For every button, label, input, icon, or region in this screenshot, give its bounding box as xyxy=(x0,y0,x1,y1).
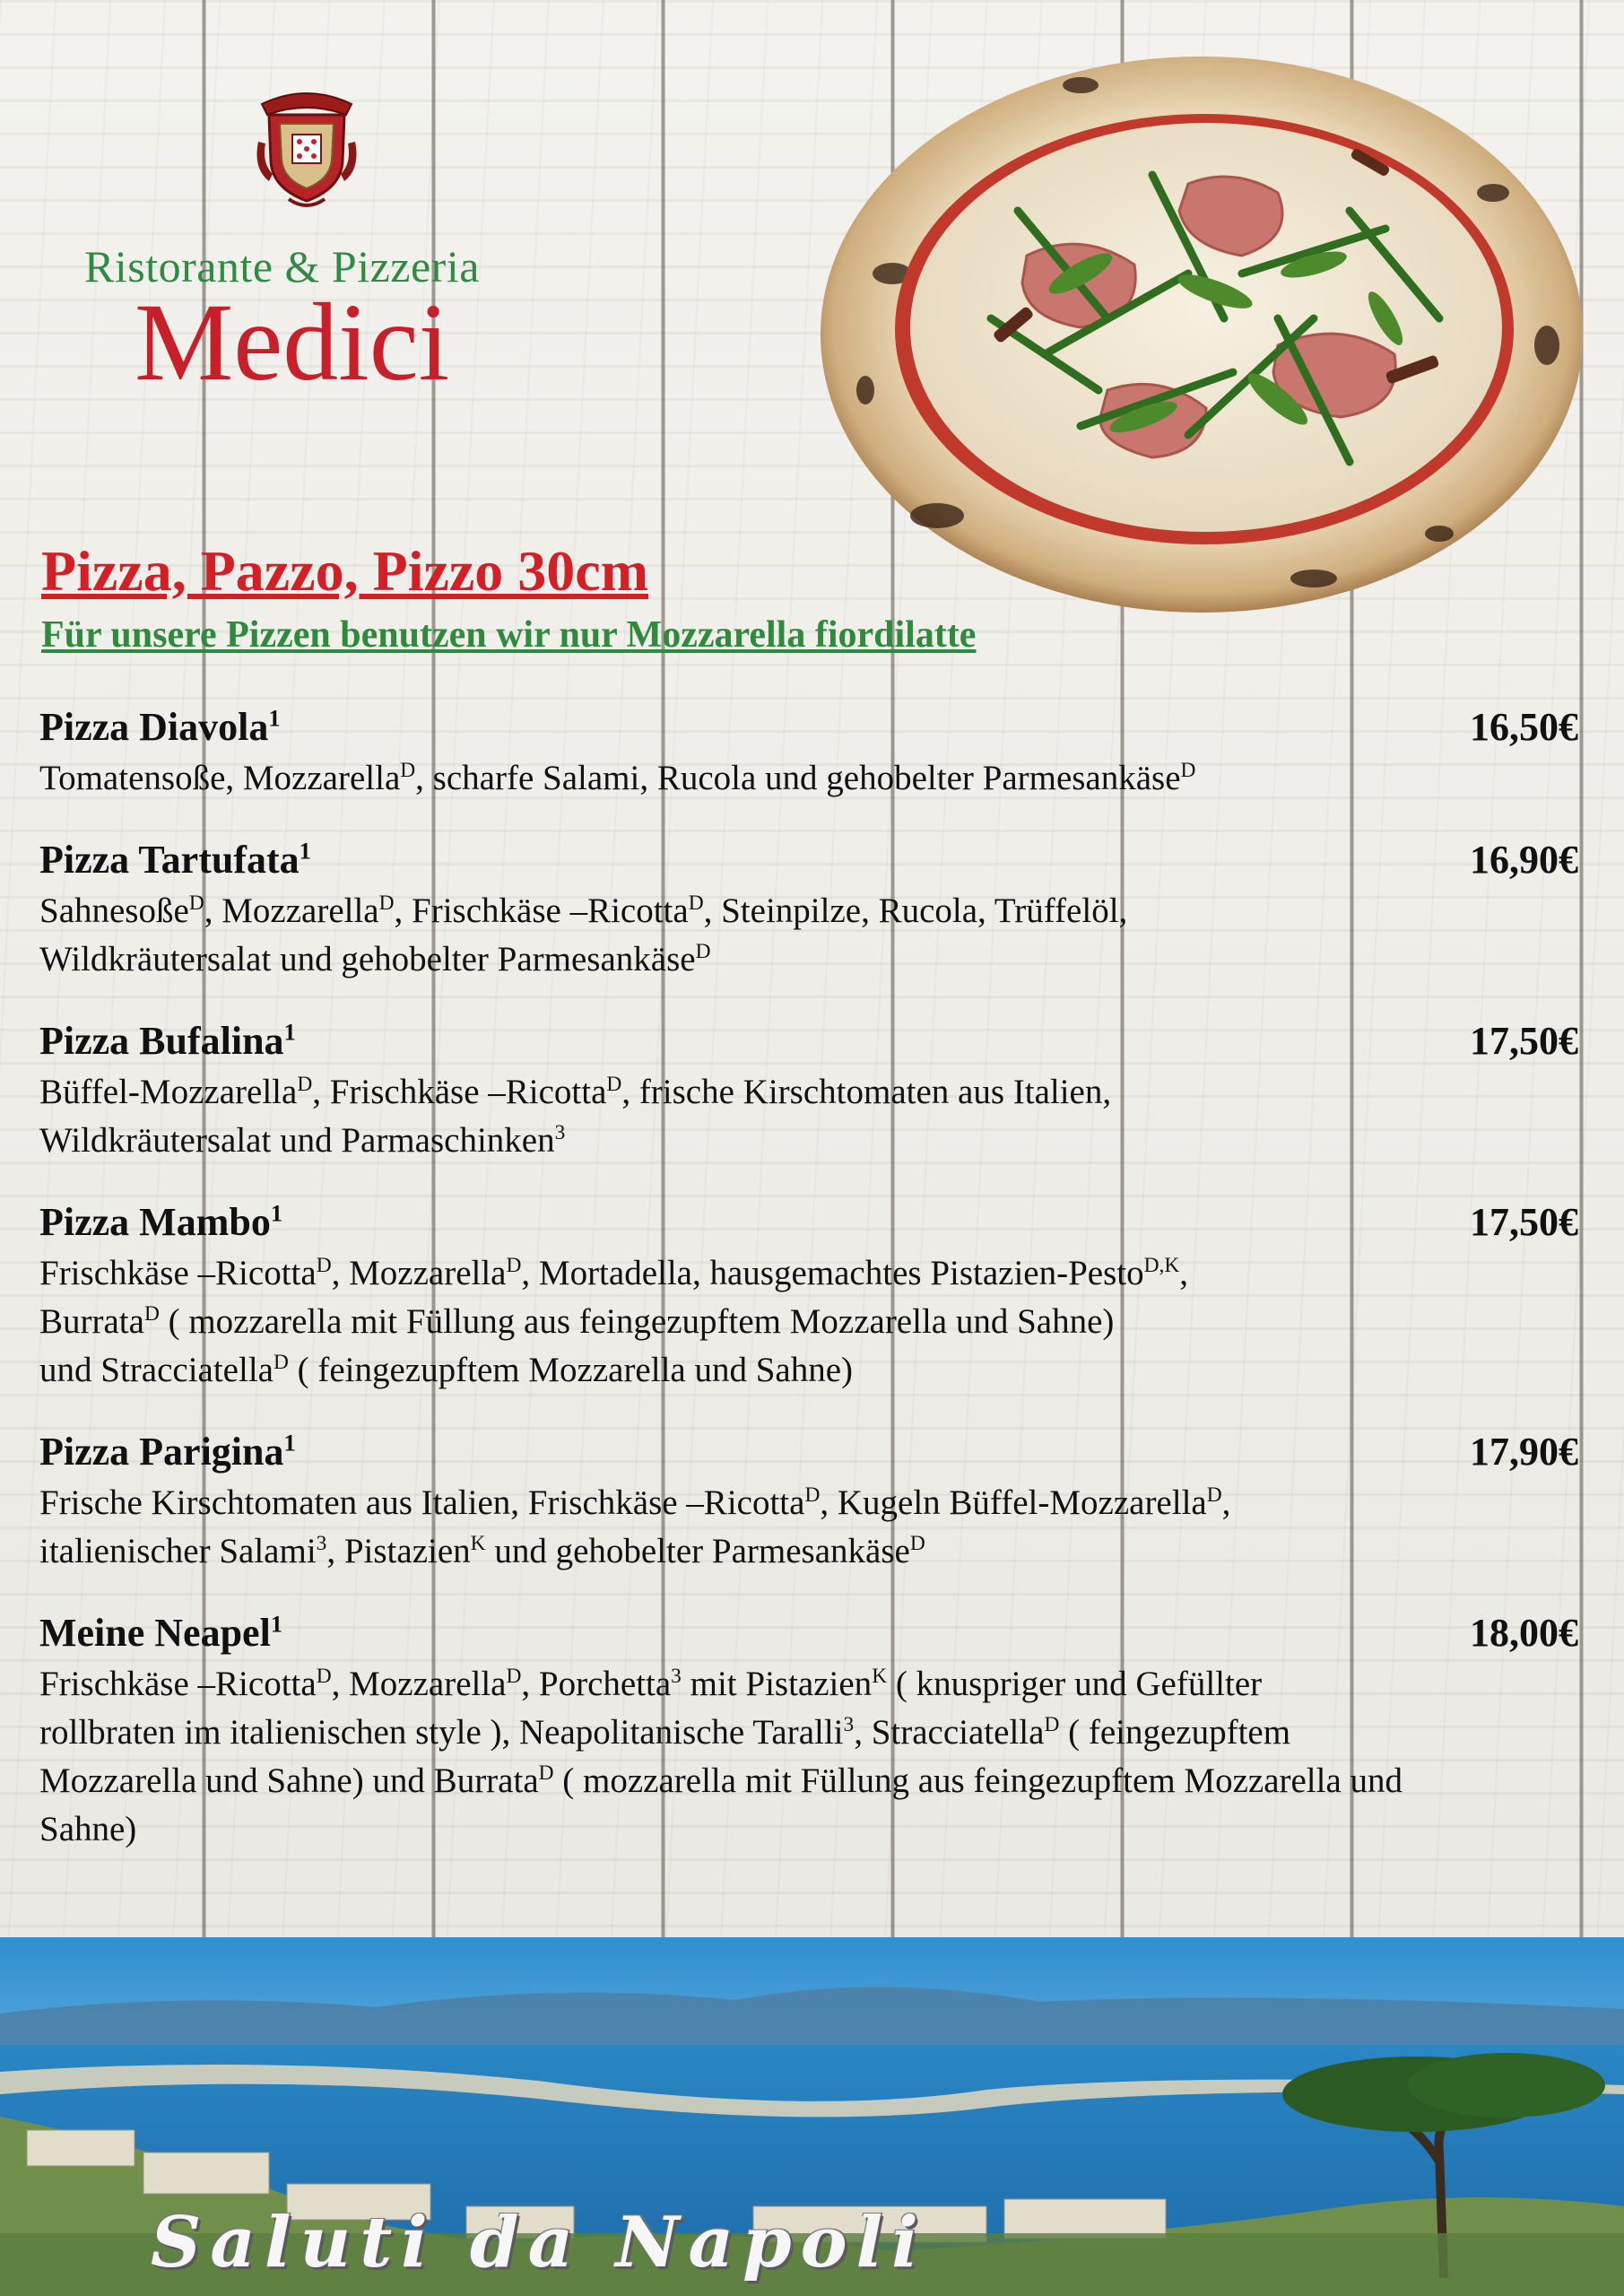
brand-subtitle: Ristorante & Pizzeria xyxy=(84,241,480,291)
allergen-marker: 3 xyxy=(843,1713,855,1736)
allergen-marker: D xyxy=(688,891,704,915)
allergen-marker: D xyxy=(538,1761,554,1785)
allergen-marker: D xyxy=(143,1302,160,1326)
menu-item-name: Pizza Tartufata$^1$ xyxy=(39,837,311,882)
menu-item-description: Sahnesoße$^D$, Mozzarella$^D$, Frischkäse –Ricotta$^D$, Steinpilze, Rucola, Trüffelöl, Wildkräutersalat und gehobelter Parmesankäse$^D$ xyxy=(39,891,1128,978)
allergen-marker: D xyxy=(297,1073,313,1096)
menu-list xyxy=(39,704,1578,1888)
menu-subtitle: Für unsere Pizzen benutzen wir nur Mozzarella fiordilatte xyxy=(41,614,977,656)
menu-item-price: 17,90€ xyxy=(1470,1430,1578,1474)
menu-item-price: 17,50€ xyxy=(1470,1019,1578,1063)
allergen-marker: D xyxy=(506,1254,522,1277)
menu-item-price: 16,50€ xyxy=(1470,705,1578,749)
allergen-marker: 3 xyxy=(316,1532,327,1555)
allergen-marker: K xyxy=(470,1532,486,1555)
menu-item-price: 17,50€ xyxy=(1470,1200,1578,1244)
menu-item xyxy=(39,1199,1578,1395)
menu-item-price: 16,90€ xyxy=(1470,838,1578,882)
allergen-marker: D xyxy=(273,1351,289,1374)
menu-item-description: Büffel-Mozzarella$^D$, Frischkäse –Ricotta$^D$, frische Kirschtomaten aus Italien, Wildkräutersalat und Parmaschinken$^3$ xyxy=(39,1073,1112,1160)
allergen-marker: D xyxy=(909,1532,925,1555)
menu-item xyxy=(39,837,1578,984)
allergen-marker: D xyxy=(1180,759,1196,782)
naples-postcard xyxy=(0,1937,1624,2296)
menu-item xyxy=(39,1018,1578,1165)
allergen-marker: D xyxy=(378,891,395,915)
menu-item-description: Tomatensoße, Mozzarella$^D$, scharfe Salami, Rucola und gehobelter Parmesankäse$^D$ xyxy=(39,759,1196,797)
menu-item-description: Frischkäse –Ricotta$^D$, Mozzarella$^D$, Mortadella, hausgemachtes Pistazien-Pesto$^{D,K}$, Burrata$^D$ ( mozzarella mit Füllung aus feingezupftem Mozzarella und Sahne) und Stracciatella$^D$ ( feingezupftem Mozzarella und Sahne) xyxy=(39,1254,1189,1389)
allergen-marker: D,K xyxy=(1143,1254,1180,1277)
allergen-marker: D xyxy=(606,1073,622,1096)
allergen-marker: D xyxy=(316,1254,332,1277)
menu-item xyxy=(39,1429,1578,1576)
allergen-marker: D xyxy=(506,1665,522,1688)
medici-crest-icon xyxy=(253,88,360,213)
allergen-marker: D xyxy=(400,759,416,782)
allergen-marker: D xyxy=(316,1665,332,1688)
allergen-marker: D xyxy=(804,1483,821,1507)
menu-item xyxy=(39,704,1578,803)
allergen-marker: K xyxy=(872,1665,888,1688)
allergen-marker: 3 xyxy=(671,1665,682,1688)
menu-item-price: 18,00€ xyxy=(1470,1611,1578,1655)
allergen-marker: D xyxy=(695,940,711,963)
allergen-marker: D xyxy=(1206,1483,1222,1507)
allergen-marker: D xyxy=(188,891,204,915)
menu-item-description: Frische Kirschtomaten aus Italien, Frischkäse –Ricotta$^D$, Kugeln Büffel-Mozzarella$^D$, italienischer Salami$^3$, Pistazien$^K$ und gehobelter Parmesankäse$^D$ xyxy=(39,1483,1231,1570)
postcard-caption: Saluti da Napoli xyxy=(151,2202,927,2283)
menu-item-name: Pizza Bufalina$^1$ xyxy=(39,1018,296,1063)
pizza-photo xyxy=(812,49,1592,614)
menu-item-name: Pizza Diavola$^1$ xyxy=(39,704,281,749)
allergen-marker: D xyxy=(1044,1713,1060,1736)
menu-item-name: Pizza Mambo$^1$ xyxy=(39,1199,283,1244)
brand-name: Medici xyxy=(135,281,450,404)
menu-title: Pizza, Pazzo, Pizzo 30cm xyxy=(41,539,648,603)
menu-item xyxy=(39,1610,1578,1854)
menu-item-name: Meine Neapel$^1$ xyxy=(39,1610,283,1655)
menu-item-name: Pizza Parigina$^1$ xyxy=(39,1429,296,1474)
menu-item-description: Frischkäse –Ricotta$^D$, Mozzarella$^D$, Porchetta$^3$ mit Pistazien$^K$ ( knuspriger und Gefüllter rollbraten im italienischen style ), Neapolitanische Taralli$^3$, Stracciatella$^D$ ( feingezupftem Mozzarella und Sahne) und Burrata$^D$ ( mozzarella mit Füllung aus feingezupftem Mozzarella und Sahne) xyxy=(39,1665,1403,1848)
allergen-marker: 3 xyxy=(554,1121,566,1144)
